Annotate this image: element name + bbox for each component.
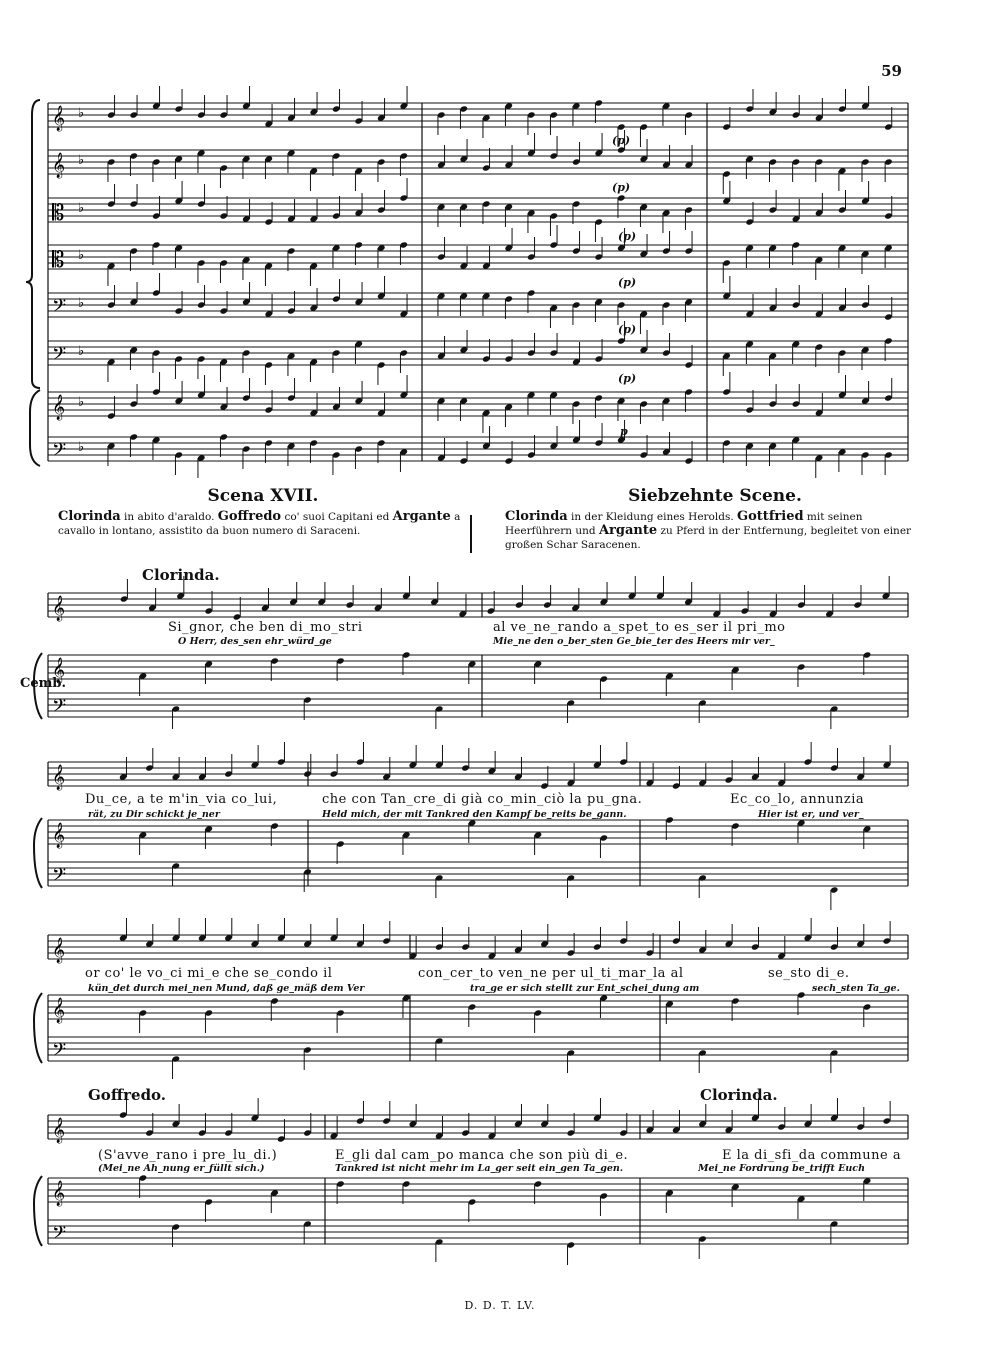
scene-title: Siebzehnte Scene. [628,486,802,506]
system-brace-icon [34,993,42,1063]
clef-icon: 𝄞 [52,106,66,131]
dynamic-mark: (p) [612,181,631,194]
clef-icon: 𝄞 [52,596,66,621]
system-brace-icon [30,390,40,466]
system-brace-icon [34,1176,42,1246]
dynamic-mark: (p) [618,323,637,336]
clef-icon: 𝄞 [52,998,66,1023]
page-number: 59 [881,62,902,80]
lyrics-italian: Du_ce, a te m'in_via co_lui, [85,792,278,807]
dynamic-mark: (p) [618,276,637,289]
dynamic-mark: p [620,425,628,438]
system-brace-icon [34,818,42,888]
clef-icon: 𝄞 [52,823,66,848]
lyrics-italian: se_sto di_e. [768,966,850,981]
lyrics-italian: Ec_co_lo, annunzia [730,792,865,807]
scene-heading-italian [58,486,468,538]
key-signature-icon: ♭ [78,201,85,216]
system-brace-icon [26,100,40,388]
clef-icon: 𝄢 [52,344,67,369]
footer-reference: D. D. T. LV. [464,1299,536,1312]
clef-icon: 𝄞 [52,938,66,963]
scene-heading-german [505,486,925,552]
clef-icon: 𝄢 [52,1040,67,1065]
key-signature-icon: ♭ [78,153,85,168]
lyrics-german: tra_ge er sich stellt zur Ent_schei_dung am [470,983,700,994]
key-signature-icon: ♭ [78,395,85,410]
lyrics-german: Mei_ne Fordrung be_trifft Euch [698,1163,865,1174]
stage-direction: Clorinda in abito d'araldo. Goffredo co' suoi Capitani ed Argante a cavallo in lontano, assistito da buon numero di Saraceni. [58,509,461,537]
clef-icon: 𝄞 [52,1118,66,1143]
clef-icon: 𝄞 [52,658,66,683]
clef-icon: 𝄡 [52,201,65,226]
key-signature-icon: ♭ [78,344,85,359]
column-divider [470,515,472,553]
lyrics-german: rät, zu Dir schickt je_ner [88,809,220,820]
clef-icon: 𝄞 [52,765,66,790]
clef-icon: 𝄢 [52,865,67,890]
lyrics-german: sech_sten Ta_ge. [812,983,900,994]
lyrics-german: Held mich, der mit Tankred den Kampf be_reits be_gann. [322,809,627,820]
role-name: Clorinda. [142,566,220,584]
clef-icon: 𝄢 [52,440,67,465]
lyrics-german: Tankred ist nicht mehr im La_ger seit ein_gen Ta_gen. [335,1163,624,1174]
lyrics-italian: or co' le vo_ci mi_e che se_condo il [85,966,333,981]
clef-icon: 𝄢 [52,1223,67,1248]
lyrics-italian: che con Tan_cre_di già co_min_ciò la pu_gna. [322,792,643,807]
lyrics-german: Mie_ne den o_ber_sten Ge_bie_ter des Heers mir ver_ [493,636,775,647]
lyrics-german: (Mei_ne Ah_nung er_füllt sich.) [98,1163,265,1174]
stage-direction: Clorinda in der Kleidung eines Herolds. Gottfried mit seinen Heerführern und Argante zu Pferd in der Entfernung, begleitet von einer großen Schar Saracenen. [505,509,912,551]
clef-icon: 𝄢 [52,696,67,721]
lyrics-german: Hier ist er, und ver_ [758,809,864,820]
dynamic-mark: (p) [618,230,637,243]
role-name: Clorinda. [700,1086,778,1104]
lyrics-italian: (S'avve_rano i pre_lu_di.) [98,1148,278,1163]
lyrics-german: kün_det durch mei_nen Mund, daß ge_mäß dem Ver [88,983,365,994]
lyrics-italian: al ve_ne_rando a_spet_to es_ser il pri_mo [493,620,786,635]
scene-title: Scena XVII. [207,486,319,506]
key-signature-icon: ♭ [78,248,85,263]
clef-icon: 𝄞 [52,153,66,178]
dynamic-mark: (p) [612,134,631,147]
lyrics-italian: con_cer_to ven_ne per ul_ti_mar_la al [418,966,684,981]
clef-icon: 𝄡 [52,248,65,273]
clef-icon: 𝄞 [52,395,66,420]
lyrics-italian: E la di_sfi_da commune a [722,1148,902,1163]
key-signature-icon: ♭ [78,106,85,121]
role-name: Goffredo. [88,1086,167,1104]
key-signature-icon: ♭ [78,296,85,311]
lyrics-italian: Si_gnor, che ben di_mo_stri [168,620,363,635]
dynamic-mark: (p) [618,372,637,385]
lyrics-italian: E_gli dal cam_po manca che son più di_e. [335,1148,629,1163]
clef-icon: 𝄢 [52,296,67,321]
cembalo-label: Cemb. [20,676,66,691]
key-signature-icon: ♭ [78,440,85,455]
lyrics-german: O Herr, des_sen ehr_würd_ge [178,636,332,647]
clef-icon: 𝄞 [52,1181,66,1206]
